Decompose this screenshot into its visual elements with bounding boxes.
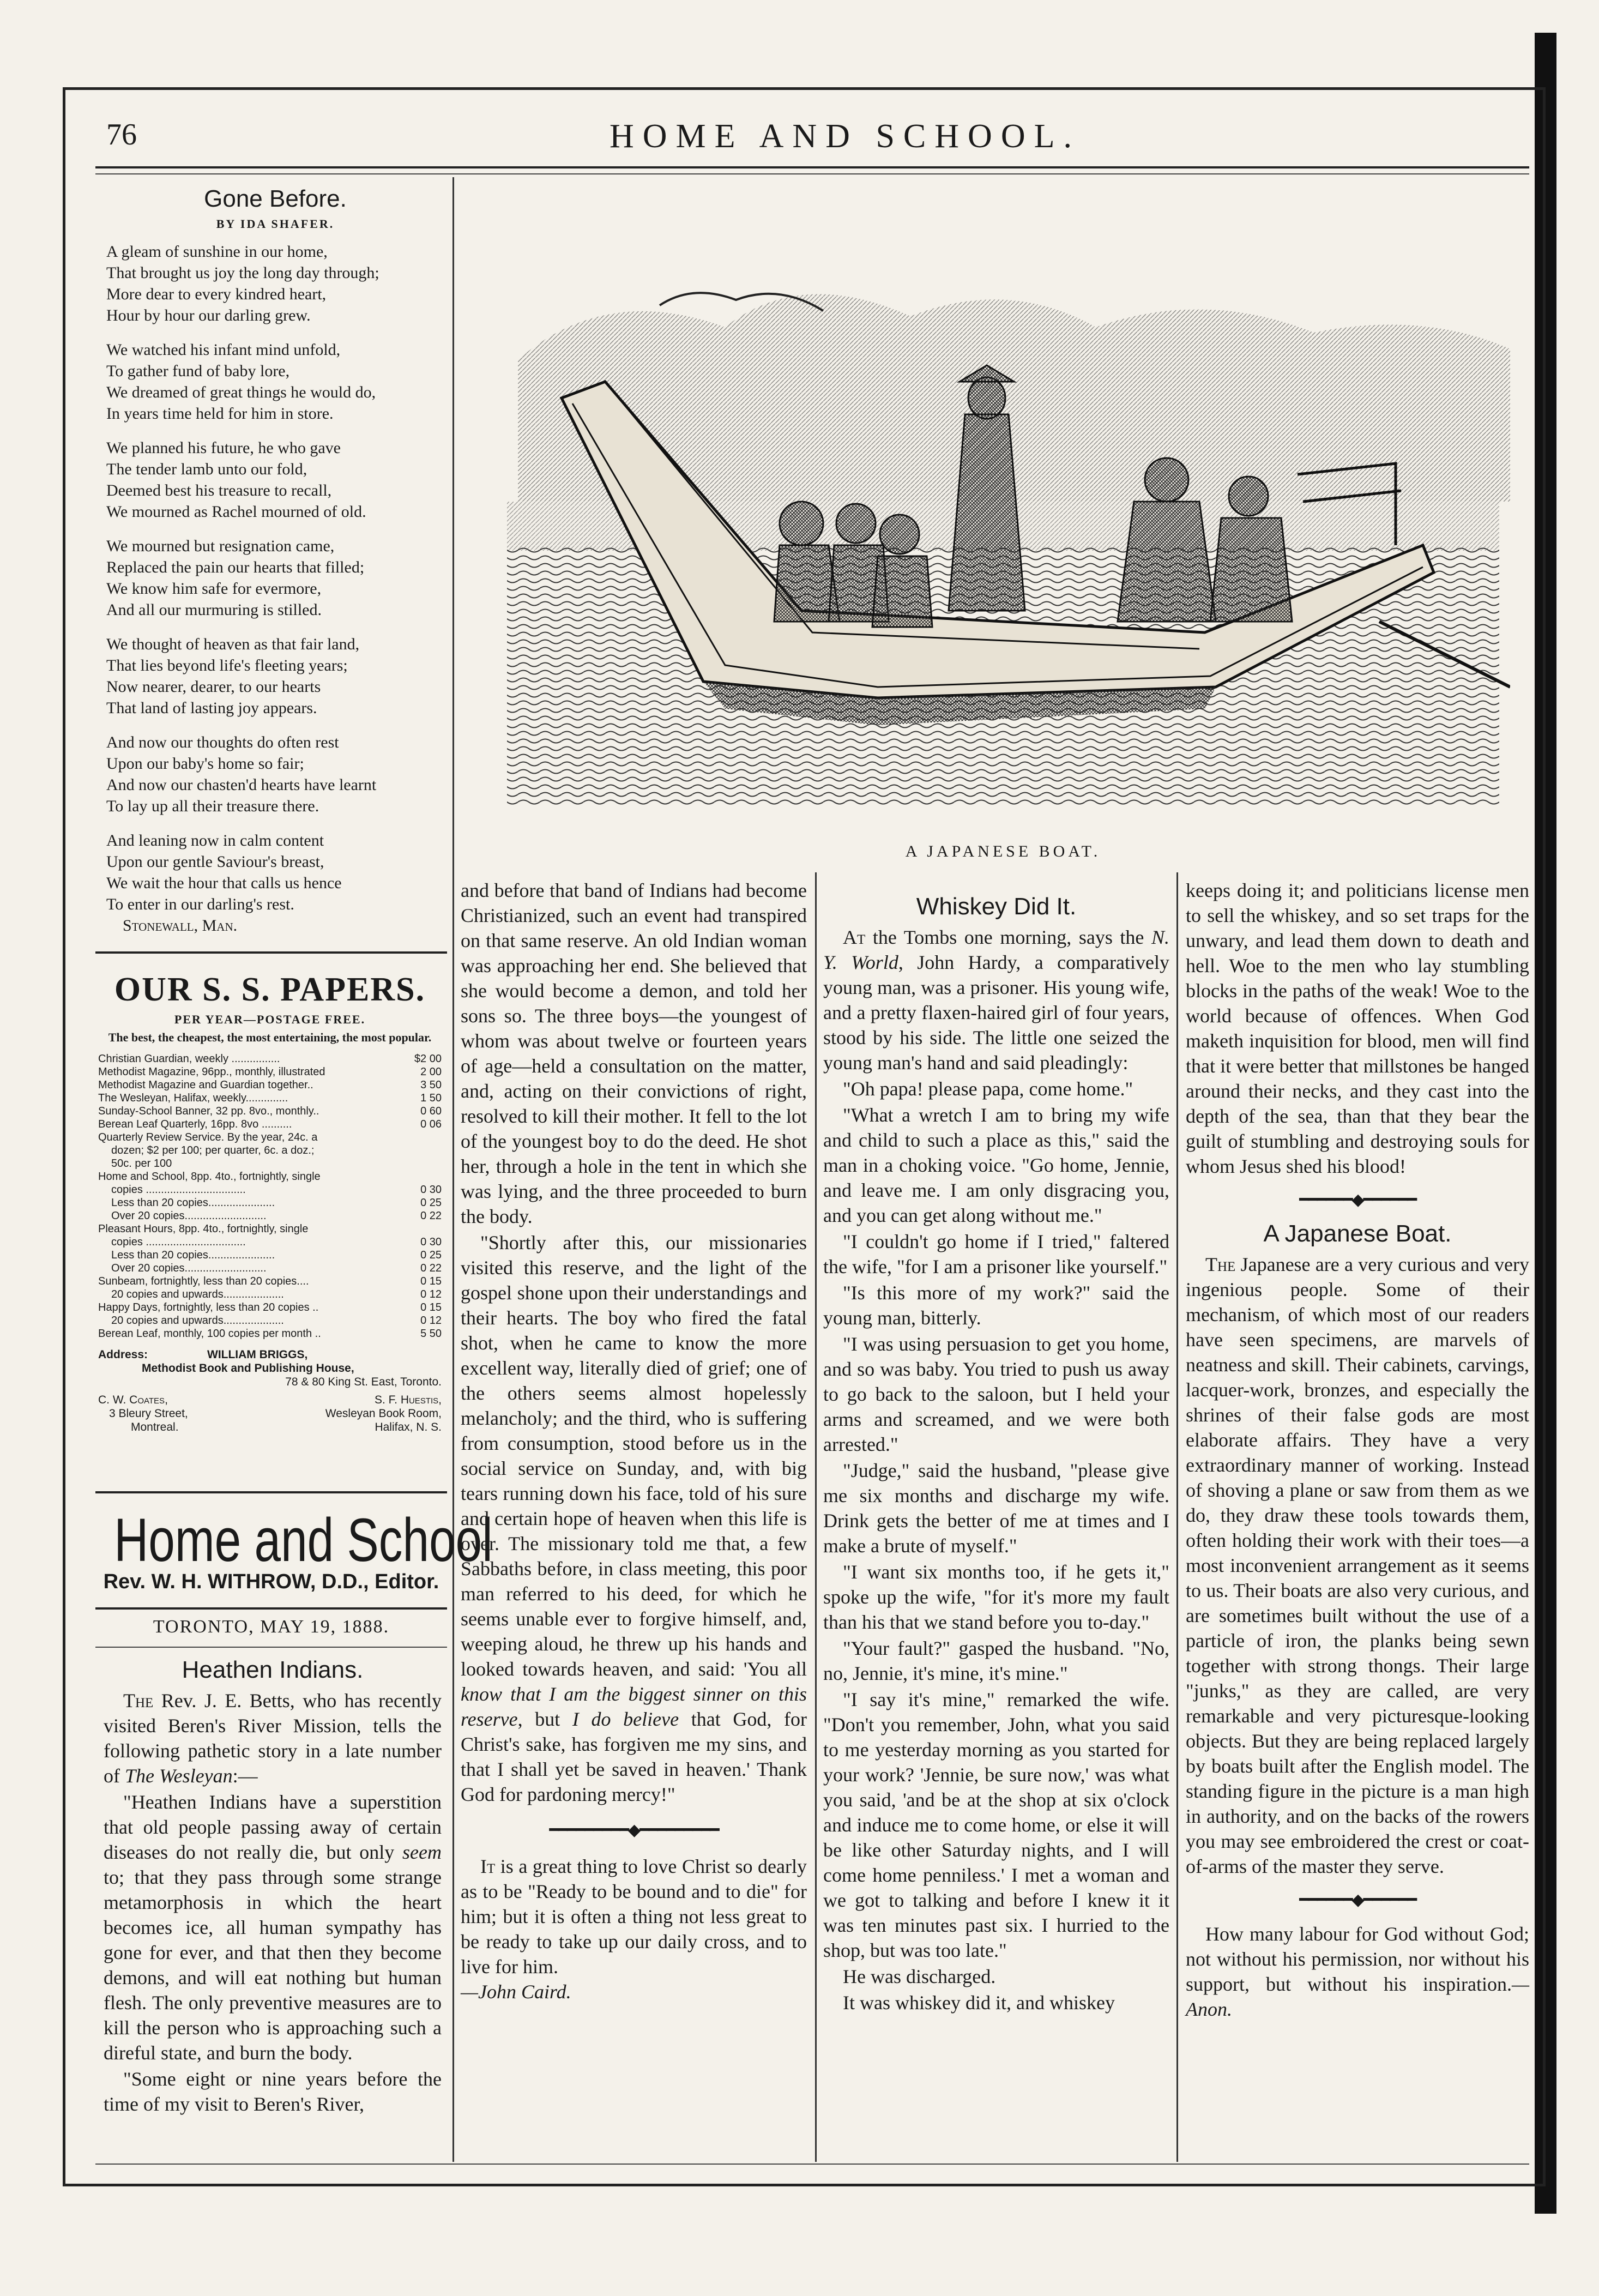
rate-price: 0 60 xyxy=(420,1105,442,1117)
rate-price: 0 15 xyxy=(420,1275,442,1287)
address-label: Address: xyxy=(98,1348,148,1361)
rate-name: copies ................................. xyxy=(111,1184,246,1196)
caird-quote xyxy=(461,1854,807,2004)
poem-line: We thought of heaven as that fair land, xyxy=(106,635,360,653)
rate-name: Sunday-School Banner, 32 pp. 8vo., monthly.. xyxy=(98,1105,319,1117)
poem-title: Gone Before. xyxy=(204,185,347,212)
whiskey-paragraph: "Is this more of my work?" said the young man, bitterly. xyxy=(823,1282,1169,1329)
poem-line: Now nearer, dearer, to our hearts xyxy=(106,678,321,696)
rate-name: Methodist Magazine, 96pp., monthly, illustrated xyxy=(98,1066,325,1078)
rate-name: Happy Days, fortnightly, less than 20 copies .. xyxy=(98,1301,319,1313)
rate-price xyxy=(403,1157,442,1170)
whiskey-article xyxy=(823,894,1169,2016)
section-rule-thin xyxy=(95,1647,447,1648)
masthead-title: Home and School xyxy=(114,1506,493,1574)
rate-name: Methodist Magazine and Guardian together.. xyxy=(98,1079,313,1091)
agent-name: C. W. Coates, xyxy=(98,1394,168,1406)
rate-price xyxy=(403,1222,442,1236)
rate-name: Berean Leaf Quarterly, 16pp. 8vo .......... xyxy=(98,1118,292,1130)
agent-name: S. F. Huestis, xyxy=(374,1394,442,1406)
rate-price: 0 22 xyxy=(420,1262,442,1274)
poem-line: That lies beyond life's fleeting years; xyxy=(106,656,348,674)
poem-line: A gleam of sunshine in our home, xyxy=(106,243,328,261)
poem-stanza xyxy=(106,830,444,915)
japanese-title: A Japanese Boat. xyxy=(1263,1220,1452,1247)
poem-line: Upon our gentle Saviour's breast, xyxy=(106,853,324,871)
rate-row xyxy=(98,1131,442,1144)
anon-quote xyxy=(1186,1921,1529,2022)
footer-rule xyxy=(95,2164,1529,2165)
poem-body xyxy=(106,241,444,936)
running-head: HOME AND SCHOOL. xyxy=(610,118,1081,155)
rate-row xyxy=(98,1196,442,1209)
text: "Shortly after this, our missionaries visited this reserve, and the light of the gospel shone upon their understandings and their hearts. The boy who fired the fatal shot, when he came to know the more excellent way, literally died of grief; one of the others seems almost hopelessly melancholy; and the third, who is suffering from consumption, stood before us in the social service on Sunday, and, with big tears running down his face, told of his sure and certain hope of heaven when this life is over. The missionary told me that, a few Sabbaths before, in class meeting, this poor man referred to his deed, for which he seems unable ever to forgive himself, and, weeping aloud, he threw up his hands and looked towards heaven, and said: 'You all xyxy=(461,1232,807,1680)
rate-row xyxy=(98,1222,442,1236)
text: "Heathen Indians have a superstition that old people passing away of certain diseases do not really die, but only xyxy=(104,1791,442,1863)
rate-name: Pleasant Hours, 8pp. 4to., fortnightly, single xyxy=(98,1223,309,1235)
agent-halifax xyxy=(325,1393,442,1434)
poem-byline: BY IDA SHAFER. xyxy=(216,217,335,231)
whiskey-paragraph: "I couldn't go home if I tried," faltered the wife, "for I am a prisoner like yourself." xyxy=(823,1231,1169,1277)
poem-line: More dear to every kindred heart, xyxy=(106,285,327,303)
rate-price: 0 12 xyxy=(420,1288,442,1300)
rate-price: 0 25 xyxy=(420,1249,442,1261)
section-rule xyxy=(95,1491,447,1493)
rate-price: 2 00 xyxy=(420,1066,442,1078)
rate-row xyxy=(98,1170,442,1183)
rate-row xyxy=(98,1052,442,1065)
poem-line: And now our thoughts do often rest xyxy=(106,733,339,751)
text: that God, for Christ's sake, has forgiven me my sins, and that I shall yet be saved in heaven.' Thank God for pardoning mercy!" xyxy=(461,1708,807,1805)
rate-name: Less than 20 copies...................... xyxy=(111,1197,275,1209)
poem-line: We watched his infant mind unfold, xyxy=(106,341,341,359)
whiskey-paragraph: "What a wretch I am to bring my wife and child to such a place as this," said the man in a choking voice. "Go home, Jennie, and leave me. I am only disgracing you, and you can get along without me." xyxy=(823,1104,1169,1226)
papers-title: OUR S. S. PAPERS. xyxy=(114,971,426,1008)
drop-word: It xyxy=(480,1855,496,1877)
text: , John Hardy, a comparatively young man, was a prisoner. His young wife, and a pretty flaxen-haired girl of four years, stood by his side. The little one seized the young man's hand and said pleadingly: xyxy=(823,951,1169,1074)
agents xyxy=(98,1393,442,1434)
agent-city: Montreal. xyxy=(131,1421,179,1433)
section-rule xyxy=(95,951,447,954)
papers-section xyxy=(98,971,442,1434)
illustration-caption: A JAPANESE BOAT. xyxy=(905,842,1101,860)
whiskey-paragraph: "I say it's mine," remarked the wife. "Don't you remember, John, what you said to me yesterday morning as you started for your work? 'Jennie, be sure now,' was what you said, 'and be at the shop at six o'clock and induce me to come home, or else it will be like other Saturday nights, and I will come home penniless.' I met a woman and we got to talking and before I knew it it was ten minutes past six. I hurried to the shop, but was too late." xyxy=(823,1689,1169,1961)
heathen-paragraph: "Some eight or nine years before the time of my visit to Beren's River, xyxy=(104,2068,442,2115)
rate-price: 0 30 xyxy=(420,1184,442,1196)
poem-line: And now our chasten'd hearts have learnt xyxy=(106,776,377,794)
rate-price: 0 22 xyxy=(420,1210,442,1222)
heathen-paragraph xyxy=(104,1688,442,1788)
rate-price xyxy=(403,1131,442,1144)
poem-line: We dreamed of great things he would do, xyxy=(106,383,376,401)
poem-stanza xyxy=(106,437,444,522)
rate-row xyxy=(98,1314,442,1327)
poem-signature: Stonewall, Man. xyxy=(123,917,238,935)
masthead-editor: Rev. W. H. WITHROW, D.D., Editor. xyxy=(103,1570,439,1593)
poem-line: That brought us joy the long day through; xyxy=(106,264,379,282)
rate-price: 0 12 xyxy=(420,1315,442,1327)
papers-lead: The best, the cheapest, the most entertaining, the most popular. xyxy=(108,1031,432,1044)
rate-row xyxy=(98,1092,442,1105)
rate-row xyxy=(98,1262,442,1275)
rate-row xyxy=(98,1065,442,1078)
column-rule-2 xyxy=(815,872,817,2162)
rate-name: dozen; $2 per 100; per quarter, 6c. a doz.; xyxy=(111,1144,315,1156)
poem-line: We planned his future, he who gave xyxy=(106,439,341,457)
poem-line: That land of lasting joy appears. xyxy=(106,699,317,717)
column-rule-1 xyxy=(452,177,454,2162)
whiskey-paragraph xyxy=(823,925,1169,1075)
poem-line: We mourned as Rachel mourned of old. xyxy=(106,503,366,521)
rate-name: Less than 20 copies...................... xyxy=(111,1249,275,1261)
poem-line: In years time held for him in store. xyxy=(106,405,334,423)
divider-ornament: ━━━━━━◆━━━━━━ xyxy=(1299,1191,1416,1209)
poem-line: Upon our baby's home so fair; xyxy=(106,755,304,773)
rate-price xyxy=(403,1170,442,1183)
rate-name: Home and School, 8pp. 4to., fortnightly, single xyxy=(98,1171,321,1183)
drop-word: The xyxy=(123,1690,154,1712)
rate-price xyxy=(403,1144,442,1157)
attribution: —John Caird. xyxy=(461,1981,571,2003)
rate-name: Over 20 copies........................... xyxy=(111,1262,267,1274)
header-rule-thin xyxy=(95,173,1529,174)
poem-line: Deemed best his treasure to recall, xyxy=(106,481,332,499)
rate-row xyxy=(98,1209,442,1222)
poem-line: We wait the hour that calls us hence xyxy=(106,874,342,892)
poem-line: Hour by hour our darling grew. xyxy=(106,306,311,324)
whiskey-paragraph: keeps doing it; and politicians license men to sell the whiskey, and so set traps for the unwary, and lead them down to death and hell. Woe to the men who lay stumbling blocks in the paths of the weak! Woe to the world because of offences. When God maketh inquisition for blood, men will find that it were better that millstones be hanged around their necks, and they cast into the depth of the sea, than that they bear the guilt of stumbling and destroying souls for whom Jesus shed his blood! xyxy=(1186,879,1529,1177)
rate-price: 0 06 xyxy=(420,1118,442,1130)
papers-subtitle: PER YEAR—POSTAGE FREE. xyxy=(174,1013,366,1026)
poem-section xyxy=(106,185,444,936)
poem-line: To lay up all their treasure there. xyxy=(106,797,319,815)
rate-row xyxy=(98,1183,442,1196)
text: to; that they pass through some strange metamorphosis in which the heart becomes ice, all human sympathy has gone for ever, and that then they become demons, and will eat nothing but human flesh. The only preventive measures are to kill the person who is approaching such a direful state, and burn the body. xyxy=(104,1866,442,2064)
poem-stanza xyxy=(106,535,444,620)
emphasis: know that I am the biggest sinner on this reserve xyxy=(461,1683,807,1730)
rate-price: 0 30 xyxy=(420,1236,442,1248)
masthead-dateline: TORONTO, MAY 19, 1888. xyxy=(153,1617,390,1637)
rate-row xyxy=(98,1275,442,1288)
heathen-paragraph xyxy=(461,1230,807,1807)
attribution: —Anon. xyxy=(1186,1973,1529,2020)
rate-name: The Wesleyan, Halifax, weekly.............. xyxy=(98,1092,288,1104)
text: the Tombs one morning, says the xyxy=(865,926,1151,948)
poem-stanza xyxy=(106,339,444,424)
poem-line: Replaced the pain our hearts that filled; xyxy=(106,558,365,576)
rates-list xyxy=(98,1052,442,1340)
emphasis: I do believe xyxy=(572,1708,679,1730)
poem-line: We know him safe for evermore, xyxy=(106,580,322,598)
rate-row xyxy=(98,1301,442,1314)
rate-price: $2 00 xyxy=(414,1053,442,1065)
publisher-house: Methodist Book and Publishing House, xyxy=(142,1362,354,1375)
whiskey-paragraph: "Judge," said the husband, "please give me six months and discharge my wife. Drink gets the better of me at times and I make a brute of myself." xyxy=(823,1460,1169,1557)
whiskey-paragraph: He was discharged. xyxy=(843,1966,996,1987)
rate-row xyxy=(98,1249,442,1262)
poem-line: And all our murmuring is stilled. xyxy=(106,601,322,619)
whiskey-title: Whiskey Did It. xyxy=(916,893,1077,920)
rate-name: Berean Leaf, monthly, 100 copies per month .. xyxy=(98,1328,321,1340)
drop-word: At xyxy=(843,926,866,948)
whiskey-paragraph: "I want six months too, if he gets it," spoke up the wife, "for it's more my fault than his that we stand before you to-day." xyxy=(823,1561,1169,1633)
heathen-continued xyxy=(461,878,807,2005)
rate-name: Sunbeam, fortnightly, less than 20 copies.... xyxy=(98,1275,309,1287)
emphasis: seem xyxy=(402,1841,442,1863)
heathen-paragraph: and before that band of Indians had become Christianized, such an event had transpired on that same reserve. An old Indian woman was approaching her end. She believed that she would become a demon, and told her sons so. The three boys—the youngest of whom was about twelve or fourteen years of age—held a consultation on the matter, and, acting on their convictions of right, resolved to kill their mother. It fell to the lot of the youngest boy to do the deed. He shot her, through a hole in the tent in which she was lying, and the three proceeded to burn the body. xyxy=(461,879,807,1227)
whiskey-paragraph: "Oh papa! please papa, come home." xyxy=(843,1078,1133,1100)
japanese-paragraph xyxy=(1186,1252,1529,1879)
japanese-boat-engraving xyxy=(496,218,1510,840)
drop-word: The xyxy=(1205,1254,1236,1275)
rate-row xyxy=(98,1144,442,1157)
poem-line: The tender lamb unto our fold, xyxy=(106,460,307,478)
poem-stanza xyxy=(106,732,444,817)
rate-row xyxy=(98,1327,442,1340)
text: How many labour for God without God; not without his permission, nor without his support, but without his inspiration. xyxy=(1186,1923,1529,1995)
rate-row xyxy=(98,1157,442,1170)
text: Japanese are a very curious and very ingenious people. Some of their mechanism, of which most of our readers have seen specimens, are marvels of neatness and skill. Their cabinets, carvings, lacquer-work, bronzes, and especially the shrines of their false gods are most elaborate affairs. They have a very extraordinary manner of working. Instead of shoving a plane or saw from them as we do, they draw these tools towards them, often holding their work with their toes—a most inconvenient arrangement as it seems to us. Their boats are also very curious, and are sometimes built without the use of a particle of iron, the planks being sewn together with strong thongs. Their large "junks," as they are called, are very remarkable and very picturesque-looking objects. But they are being replaced largely by boats built after the English model. The standing figure in the picture is a man high in authority, and on the backs of the rowers you may see embroidered the crest or coat-of-arms of the master they serve. xyxy=(1186,1254,1529,1877)
whiskey-paragraph: It was whiskey did it, and whiskey xyxy=(843,1992,1115,2014)
rate-name: 20 copies and upwards.................... xyxy=(111,1315,284,1327)
rate-row xyxy=(98,1078,442,1092)
whiskey-paragraph: "I was using persuasion to get you home, and so was baby. You tried to push us away to go back to the saloon, but I held your arms and screamed, and we were both arrested." xyxy=(823,1333,1169,1455)
poem-stanza xyxy=(106,241,444,326)
publisher-address xyxy=(98,1348,442,1434)
page-number: 76 xyxy=(106,118,137,152)
rate-row xyxy=(98,1105,442,1118)
column-four xyxy=(1186,878,1529,2023)
rate-row xyxy=(98,1288,442,1301)
text: is a great thing to love Christ so dearly as to be "Ready to be bound and to die" for him; but it is often a thing not less great to be ready to take up our daily cross, and to live for him. xyxy=(461,1855,807,1978)
rate-price: 3 50 xyxy=(420,1079,442,1091)
column-rule-3 xyxy=(1176,872,1178,2162)
poem-stanza xyxy=(106,634,444,719)
rate-price: 0 15 xyxy=(420,1301,442,1313)
agent-street: Wesleyan Book Room, xyxy=(325,1407,442,1420)
address-line xyxy=(98,1348,442,1361)
rate-row xyxy=(98,1118,442,1131)
heathen-title: Heathen Indians. xyxy=(182,1656,364,1683)
agent-montreal xyxy=(98,1393,188,1434)
poem-line: We mourned but resignation came, xyxy=(106,537,335,555)
text: , but xyxy=(517,1708,572,1730)
heathen-article xyxy=(104,1658,442,2118)
section-rule xyxy=(95,1607,447,1610)
rate-name: 20 copies and upwards.................... xyxy=(111,1288,284,1300)
poem-line: To enter in our darling's rest. xyxy=(106,895,294,913)
rate-name: Over 20 copies........................... xyxy=(111,1210,267,1222)
publication-name: N. Y. World xyxy=(823,926,1169,973)
rate-name: 50c. per 100 xyxy=(111,1158,172,1170)
heathen-paragraph xyxy=(104,1789,442,2065)
rate-name: Christian Guardian, weekly ................ xyxy=(98,1053,280,1065)
agent-street: 3 Bleury Street, xyxy=(109,1407,188,1420)
publisher-street: 78 & 80 King St. East, Toronto. xyxy=(285,1376,442,1388)
rate-name: copies ................................. xyxy=(111,1236,246,1248)
rate-row xyxy=(98,1236,442,1249)
rate-price: 1 50 xyxy=(420,1092,442,1104)
publisher-name: WILLIAM BRIGGS, xyxy=(207,1348,308,1361)
agent-city: Halifax, N. S. xyxy=(375,1421,442,1433)
poem-line: To gather fund of baby lore, xyxy=(106,362,290,380)
publication-name: The Wesleyan xyxy=(125,1765,233,1787)
rate-price: 5 50 xyxy=(420,1328,442,1340)
divider-ornament: ━━━━━━━━━◆━━━━━━━━━ xyxy=(549,1821,719,1839)
text: :— xyxy=(232,1765,258,1787)
header-rule xyxy=(95,166,1529,168)
poem-line: And leaning now in calm content xyxy=(106,831,324,849)
rate-price: 0 25 xyxy=(420,1197,442,1209)
whiskey-paragraph: "Your fault?" gasped the husband. "No, no, Jennie, it's mine, it's mine." xyxy=(823,1637,1169,1684)
divider-ornament: ━━━━━━◆━━━━━━ xyxy=(1299,1891,1416,1909)
rate-name: Quarterly Review Service. By the year, 24c. a xyxy=(98,1131,318,1143)
text: Rev. J. E. Betts, who has recently visited Beren's River Mission, tells the following pathetic story in a late number of xyxy=(104,1690,442,1787)
